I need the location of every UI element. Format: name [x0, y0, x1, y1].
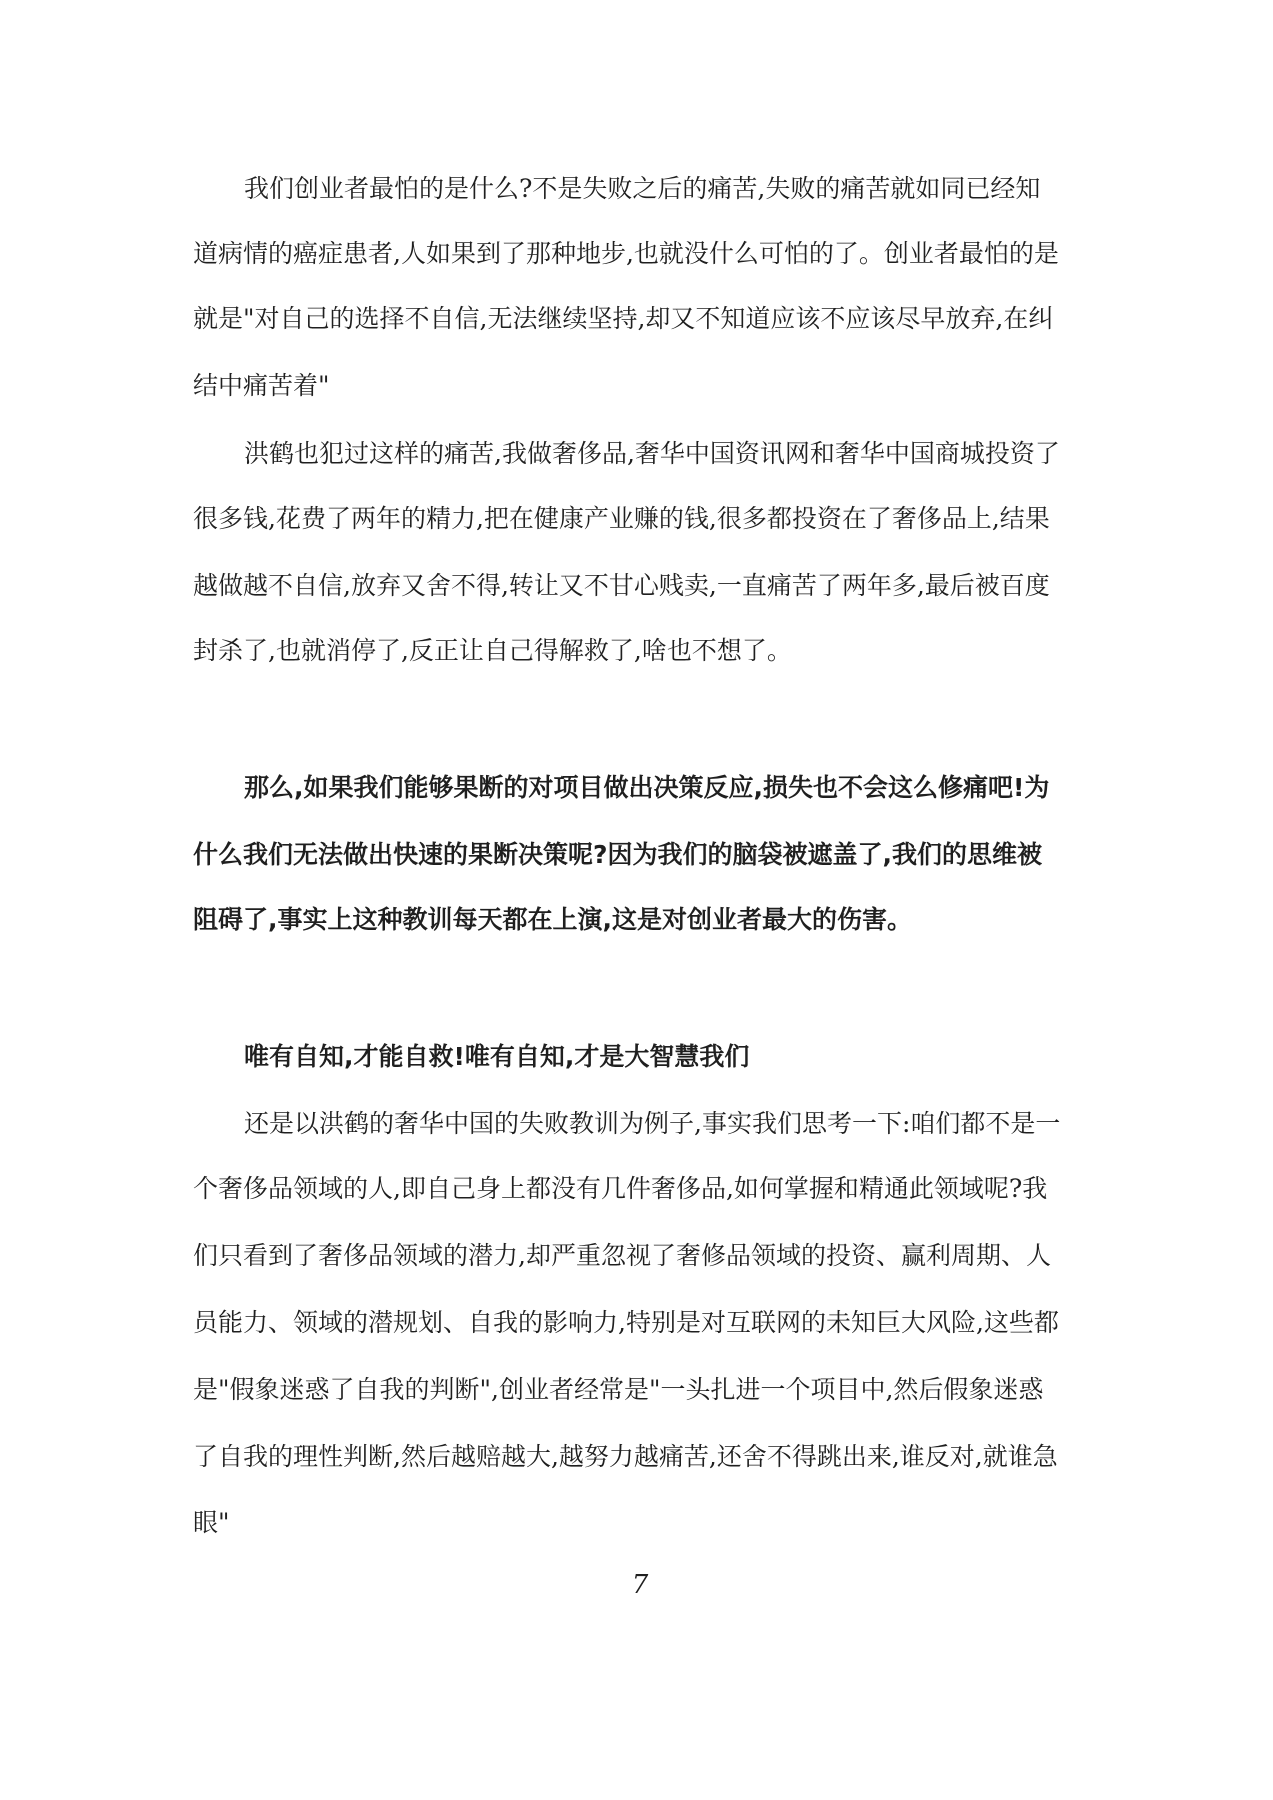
paragraph-3-line-1: 那么,如果我们能够果断的对项目做出决策反应,损失也不会这么修痛吧!为: [244, 773, 1050, 802]
paragraph-5-line-5: 是"假象迷惑了自我的判断",创业者经常是"一头扎进一个项目中,然后假象迷惑: [193, 1375, 1044, 1404]
paragraph-2-line-4: 封杀了,也就消停了,反正让自己得解救了,啥也不想了。: [193, 636, 792, 665]
paragraph-4-line-1: 唯有自知,才能自救!唯有自知,才是大智慧我们: [244, 1042, 750, 1071]
paragraph-1-line-4: 结中痛苦着": [193, 371, 330, 400]
paragraph-5-line-7: 眼": [193, 1508, 230, 1537]
paragraph-2-line-3: 越做越不自信,放弃又舍不得,转让又不甘心贱卖,一直痛苦了两年多,最后被百度: [193, 571, 1050, 600]
paragraph-5-line-4: 员能力、领域的潜规划、自我的影响力,特别是对互联网的未知巨大风险,这些都: [193, 1308, 1059, 1337]
paragraph-3-line-2: 什么我们无法做出快速的果断决策呢?因为我们的脑袋被遮盖了,我们的思维被: [193, 840, 1043, 869]
paragraph-3-line-3: 阻碍了,事实上这种教训每天都在上演,这是对创业者最大的伤害。: [193, 905, 912, 934]
paragraph-2-line-1: 洪鹤也犯过这样的痛苦,我做奢侈品,奢华中国资讯网和奢华中国商城投资了: [244, 439, 1060, 468]
paragraph-5-line-2: 个奢侈品领域的人,即自己身上都没有几件奢侈品,如何掌握和精通此领域呢?我: [193, 1174, 1048, 1203]
paragraph-1-line-3: 就是"对自己的选择不自信,无法继续坚持,却又不知道应该不应该尽早放弃,在纠: [193, 304, 1054, 333]
paragraph-5-line-3: 们只看到了奢侈品领域的潜力,却严重忽视了奢修品领域的投资、赢利周期、人: [193, 1241, 1051, 1270]
paragraph-2-line-2: 很多钱,花费了两年的精力,把在健康产业赚的钱,很多都投资在了奢侈品上,结果: [193, 504, 1050, 533]
paragraph-5-line-1: 还是以洪鹤的奢华中国的失败教训为例子,事实我们思考一下:咱们都不是一: [244, 1109, 1061, 1138]
paragraph-5-line-6: 了自我的理性判断,然后越赔越大,越努力越痛苦,还舍不得跳出来,谁反对,就谁急: [193, 1442, 1058, 1471]
paragraph-1-line-2: 道病情的癌症患者,人如果到了那种地步,也就没什么可怕的了。创业者最怕的是: [193, 239, 1059, 268]
paragraph-1-line-1: 我们创业者最怕的是什么?不是失败之后的痛苦,失败的痛苦就如同已经知: [244, 174, 1041, 203]
page-number: 7: [631, 1570, 649, 1600]
